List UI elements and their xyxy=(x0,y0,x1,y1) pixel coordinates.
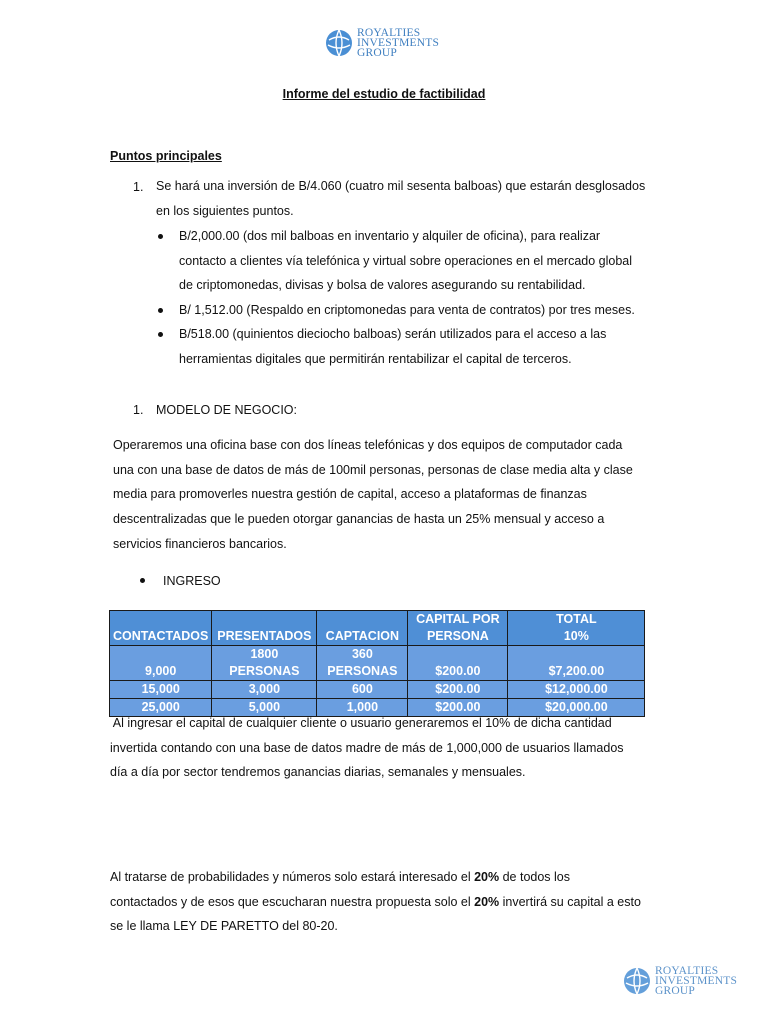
table-cell: $12,000.00 xyxy=(508,681,645,699)
bullet-2 xyxy=(179,298,657,323)
header-total-line: 10% xyxy=(563,629,589,643)
bullet-3-line: B/518.00 (quinientos dieciocho balboas) serán utilizados para el acceso a las xyxy=(179,327,607,341)
table-cell: $200.00 xyxy=(408,646,508,681)
logo-line-2: INVESTMENTS xyxy=(655,975,738,987)
company-logo-bottom xyxy=(622,966,737,996)
after-table-line: invertida contando con una base de datos madre de más de 1,000,000 de usuarios llamados xyxy=(110,740,624,755)
header-total xyxy=(508,611,645,646)
bullet-3 xyxy=(179,322,657,371)
table-cell: 25,000 xyxy=(110,699,212,717)
item2-label: MODELO DE NEGOCIO: xyxy=(156,403,297,417)
after-table-line: Al ingresar el capital de cualquier cliente o usuario generaremos el 10% de dicha cantidad xyxy=(110,716,612,730)
table-row xyxy=(110,681,645,699)
table-cell: 1800 PERSONAS xyxy=(212,646,317,681)
table-cell: 1,000 xyxy=(317,699,408,717)
logo-line-3: GROUP xyxy=(357,47,397,59)
header-capital-line: PERSONA xyxy=(426,629,489,643)
bullet-icon xyxy=(158,234,163,239)
model-paragraph xyxy=(113,433,657,557)
pareto-percent: 20% xyxy=(474,894,500,909)
header-presentados: PRESENTADOS xyxy=(212,611,317,646)
bullet-3-line: herramientas digitales que permitirán rentabilizar el capital de terceros. xyxy=(179,351,572,366)
bullet-icon xyxy=(140,578,145,583)
bullet-1 xyxy=(179,224,657,298)
pareto-text: invertirá su capital a esto xyxy=(499,894,641,909)
model-line: Operaremos una oficina base con dos líneas telefónicas y dos equipos de computador cada xyxy=(113,438,623,452)
table-cell xyxy=(317,646,408,681)
logo-line-1: ROYALTIES xyxy=(357,27,421,39)
table-header-row xyxy=(110,611,645,646)
table-cell: $7,200.00 xyxy=(508,646,645,681)
logo-line-1: ROYALTIES xyxy=(655,965,719,977)
header-contactados: CONTACTADOS xyxy=(110,611,212,646)
bullet-1-line: de criptomonedas, divisas y bolsa de valores asegurando su rentabilidad. xyxy=(179,278,586,293)
header-capital-por-persona xyxy=(408,611,508,646)
table-row xyxy=(110,646,645,681)
model-line: descentralizadas que le pueden otorgar ganancias de hasta un 25% mensual y acceso a xyxy=(113,512,605,527)
bullet-icon xyxy=(158,308,163,313)
captacion-line: 360 xyxy=(351,647,373,661)
table-cell: 15,000 xyxy=(110,681,212,699)
table-cell: 600 xyxy=(317,681,408,699)
item1-line-2: en los siguientes puntos. xyxy=(156,203,294,218)
header-total-line: TOTAL xyxy=(556,612,597,626)
pareto-text: contactados y de esos que escucharan nuestra propuesta solo el xyxy=(110,894,475,909)
pareto-percent: 20% xyxy=(474,870,500,884)
pareto-line-3: se le llama LEY DE PARETTO del 80-20. xyxy=(110,919,338,934)
ingreso-label: INGRESO xyxy=(163,574,221,588)
bullet-icon xyxy=(158,332,163,337)
after-table-line: día a día por sector tendremos ganancias diarias, semanales y mensuales. xyxy=(110,765,526,780)
globe-logo-icon xyxy=(324,28,354,58)
ingreso-table xyxy=(109,610,645,717)
table-cell: $200.00 xyxy=(408,699,508,717)
table-cell: 5,000 xyxy=(212,699,317,717)
bullet-1-line: B/2,000.00 (dos mil balboas en inventario y alquiler de oficina), para realizar xyxy=(179,229,601,243)
company-logo-top xyxy=(324,28,439,58)
model-line: una con una base de datos de más de 100mil personas, personas de clase media alta y clase xyxy=(113,462,633,477)
pareto-line-1 xyxy=(110,865,658,890)
logo-line-2: INVESTMENTS xyxy=(357,37,440,49)
logo-line-3: GROUP xyxy=(655,985,695,997)
pareto-text: de todos los xyxy=(499,870,571,884)
pareto-text: Al tratarse de probabilidades y números solo estará interesado el xyxy=(110,870,475,884)
bullet-1-line: contacto a clientes vía telefónica y virtual sobre operaciones en el mercado global xyxy=(179,253,633,268)
section-heading: Puntos principales xyxy=(110,149,222,163)
captacion-line: PERSONAS xyxy=(327,664,398,678)
table-cell: $20,000.00 xyxy=(508,699,645,717)
pareto-line-2 xyxy=(110,890,658,915)
document-title: Informe del estudio de factibilidad xyxy=(282,87,486,101)
table-cell: 3,000 xyxy=(212,681,317,699)
pareto-paragraph xyxy=(110,865,658,939)
header-capital-line: CAPITAL POR xyxy=(416,612,500,626)
item2-number: 1. xyxy=(133,403,144,417)
after-table-paragraph xyxy=(110,711,657,785)
globe-logo-icon xyxy=(622,966,652,996)
table-cell: $200.00 xyxy=(408,681,508,699)
model-line: media para promoverles nuestra gestión de capital, acceso a plataformas de finanzas xyxy=(113,487,587,502)
item1-line-1: Se hará una inversión de B/4.060 (cuatro mil sesenta balboas) que estarán desglosados xyxy=(156,179,646,193)
table-cell: 9,000 xyxy=(110,646,212,681)
item1-text xyxy=(156,174,658,223)
model-line: servicios financieros bancarios. xyxy=(113,536,287,551)
bullet-2-line: B/ 1,512.00 (Respaldo en criptomonedas para venta de contratos) por tres meses. xyxy=(179,303,635,317)
item1-number: 1. xyxy=(133,180,144,194)
header-captacion: CAPTACION xyxy=(317,611,408,646)
